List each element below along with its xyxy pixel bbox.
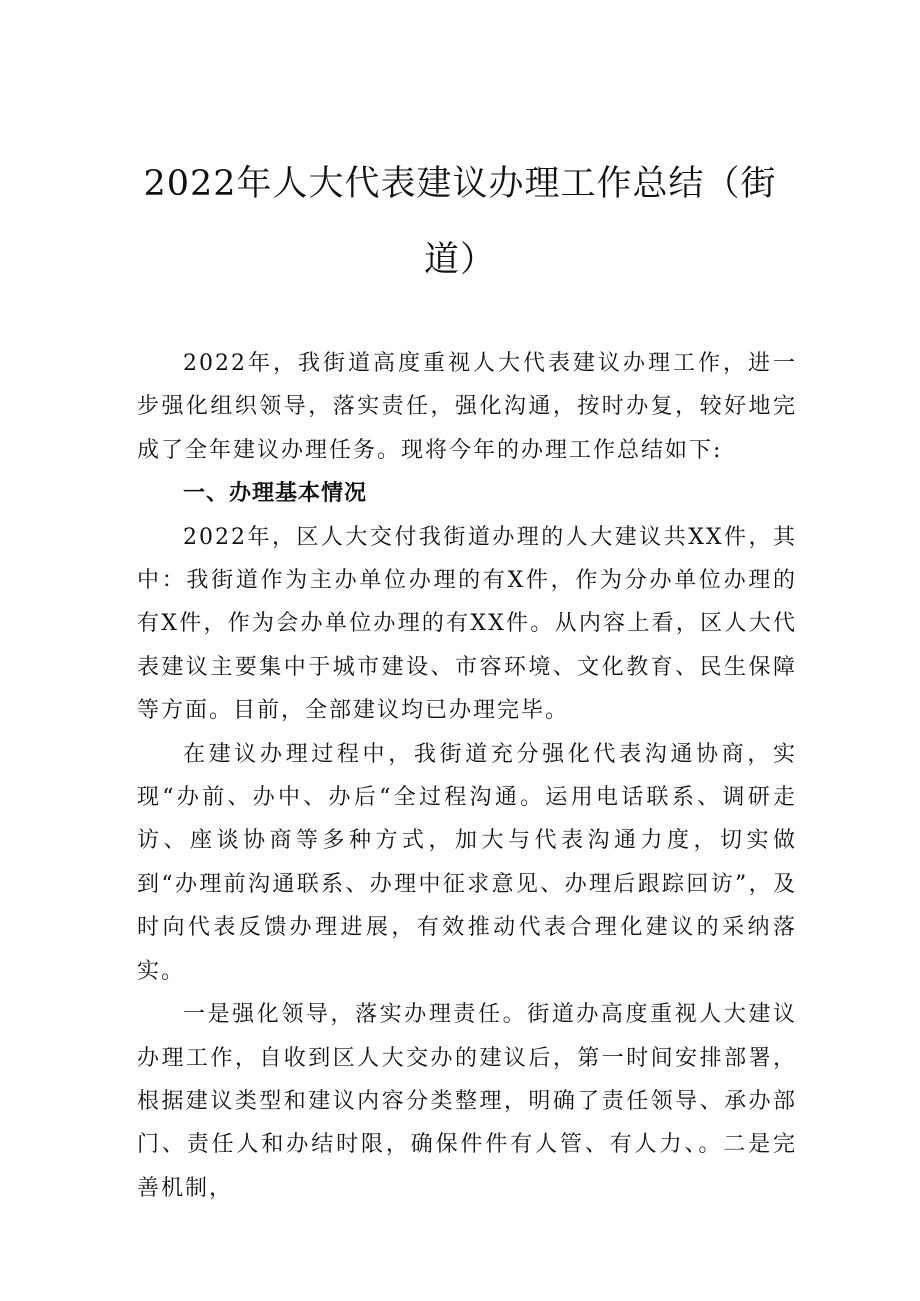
intro-paragraph: 2022年，我街道高度重视人大代表建议办理工作，进一步强化组织领导，落实责任，强化沟通，按时办复，较好地完成了全年建议办理任务。现将今年的办理工作总结如下: — [137, 351, 797, 463]
section-heading-basic-situation: 一、办理基本情况 — [183, 481, 368, 507]
document-title-line-2: 道） — [423, 240, 496, 280]
paragraph-leadership: 一是强化领导，落实办理责任。街道办高度重视人大建议办理工作，自收到区人大交办的建议后，第一时间安排部署，根据建议类型和建议内容分类整理，明确了责任领导、承办部门、责任人和办结时限，确保件件有人管、有人力、。二是完善机制， — [137, 1002, 797, 1201]
document-title-line-1: 2022年人大代表建议办理工作总结（街 — [143, 164, 777, 204]
paragraph-communication: 在建议办理过程中，我街道充分强化代表沟通协商，实现“办前、办中、办后“全过程沟通。运用电话联系、调研走访、座谈协商等多种方式，加大与代表沟通力度，切实做到“办理前沟通联系、办理中征求意见、办理后跟踪回访”，及时向代表反馈办理进展，有效推动代表合理化建议的采纳落实。 — [137, 741, 797, 984]
paragraph-basic-situation: 2022年，区人大交付我街道办理的人大建议共XX件，其中：我街道作为主办单位办理的有X件，作为分办单位办理的有X件，作为会办单位办理的有XX件。从内容上看，区人大代表建议主要集中于城市建设、市容环境、文化教育、民生保障等方面。目前，全部建议均已办理完毕。 — [137, 524, 797, 724]
document-body — [137, 342, 797, 1210]
